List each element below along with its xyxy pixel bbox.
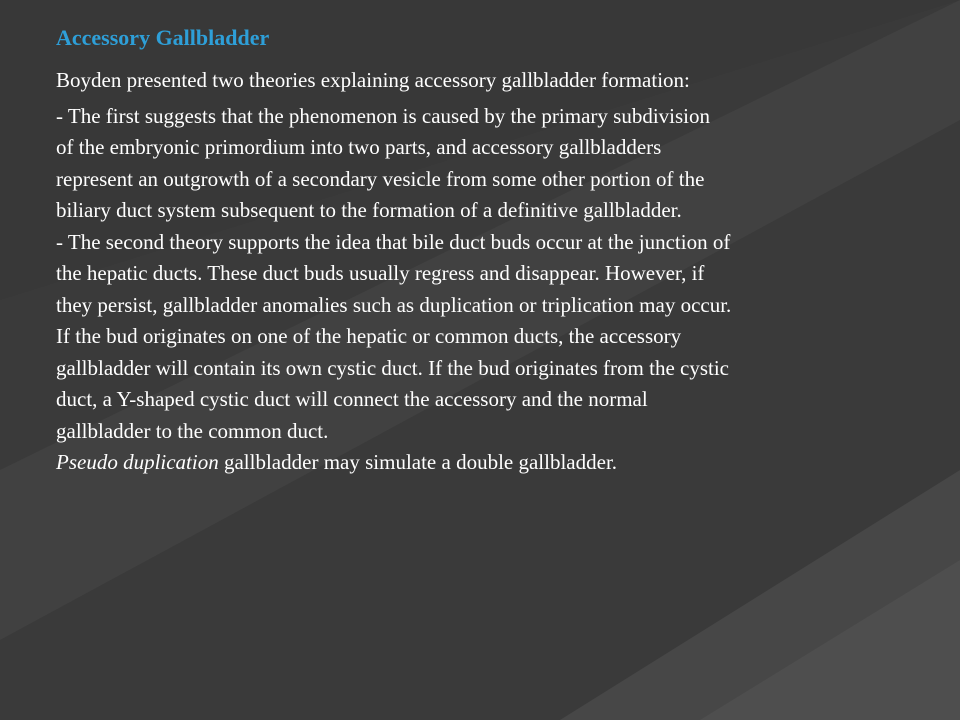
slide-content bbox=[56, 22, 936, 479]
pseudo-duplication-note bbox=[56, 447, 936, 479]
theory2-line: they persist, gallbladder anomalies such as duplication or triplication may occur. bbox=[56, 292, 732, 317]
theory2-line: - The second theory supports the idea that bile duct buds occur at the junction of bbox=[56, 229, 731, 254]
theory2-line: gallbladder to the common duct. bbox=[56, 418, 329, 443]
theory1-line: represent an outgrowth of a secondary vesicle from some other portion of the bbox=[56, 166, 705, 191]
theory1-line: biliary duct system subsequent to the formation of a definitive gallbladder. bbox=[56, 198, 682, 222]
theory2-line: gallbladder will contain its own cystic duct. If the bud originates from the cystic bbox=[56, 355, 729, 380]
theory2-line: the hepatic ducts. These duct buds usually regress and disappear. However, if bbox=[56, 261, 705, 285]
slide-title: Accessory Gallbladder bbox=[56, 25, 270, 50]
theory1-line: of the embryonic primordium into two parts, and accessory gallbladders bbox=[56, 135, 662, 159]
theory2-line: If the bud originates on one of the hepatic or common ducts, the accessory bbox=[56, 324, 682, 348]
intro-text: Boyden presented two theories explaining accessory gallbladder formation: bbox=[56, 68, 690, 92]
pseudo-duplication-term: Pseudo duplication bbox=[56, 450, 219, 474]
pseudo-duplication-text: gallbladder may simulate a double gallbladder. bbox=[218, 450, 618, 474]
theory1-line: - The first suggests that the phenomenon is caused by the primary subdivision bbox=[56, 103, 711, 128]
theory2-line: duct, a Y-shaped cystic duct will connect the accessory and the normal bbox=[56, 387, 648, 411]
